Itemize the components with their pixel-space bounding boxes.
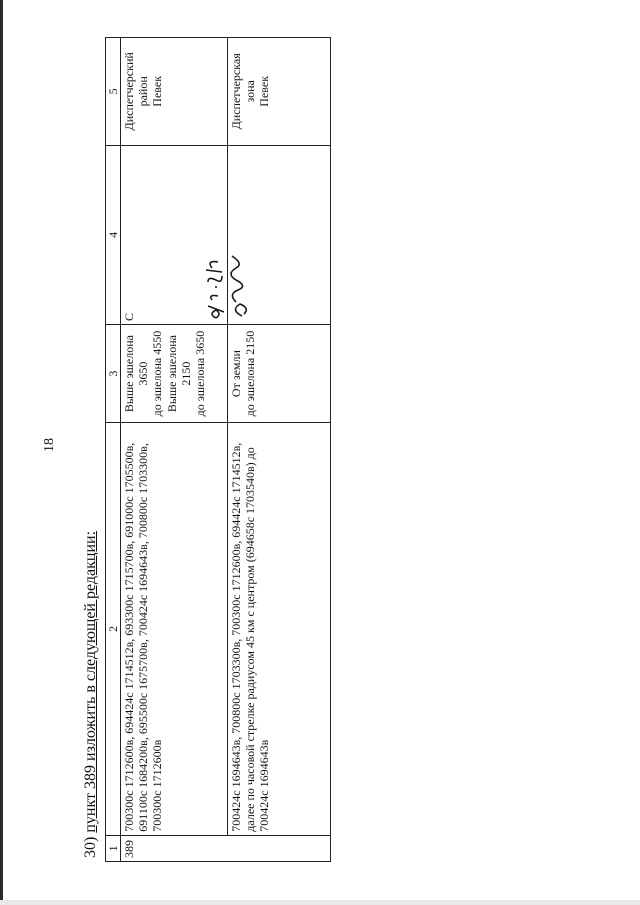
col-header-3: 3 — [106, 325, 121, 423]
table-row — [121, 38, 228, 862]
col-header-1: 1 — [106, 835, 121, 861]
control-unit — [228, 38, 331, 146]
height-line: до эшелона 4550 — [150, 330, 165, 417]
height-line: до эшелона 2150 — [243, 330, 258, 417]
table-header-row — [106, 38, 121, 862]
heading-prefix: 30) — [82, 832, 99, 858]
unit-line: Диспетчерская зона — [229, 53, 258, 130]
height-line: Выше эшелона 3650 — [122, 335, 151, 413]
vertical-limits — [228, 325, 331, 423]
col-header-2: 2 — [106, 423, 121, 836]
col-header-5: 5 — [106, 38, 121, 146]
height-line: От земли — [229, 350, 244, 398]
unit-line: Певек — [257, 75, 272, 107]
control-unit — [121, 38, 228, 146]
airspace-class: С — [121, 145, 228, 324]
rotated-page — [30, 5, 575, 870]
page-number: 18 — [42, 438, 57, 452]
amendment-table — [105, 37, 331, 862]
unit-line: Певек — [150, 75, 165, 107]
boundary-points: 700424с 1694643в, 700800с 1703300в, 700300с 1712600в, 694424с 1714512в, далее по часовой стрелке радиусом 45 км с центром (694658с 1703540в) до 700424с 1694643в — [228, 423, 331, 836]
heading-text: пункт 389 изложить в следующей редакции: — [82, 530, 99, 833]
table-row — [228, 38, 331, 862]
scan-left-edge — [0, 0, 3, 905]
handwritten-signature-icon — [202, 242, 272, 322]
scan-bottom-edge — [0, 900, 640, 905]
boundary-points: 700300с 1712600в, 694424с 1714512в, 693300с 1715700в, 691000с 1705500в, 691100с 1684200в, 695500с 1675700в, 700424с 1694643в, 700800с 1703300в, 700300с 1712600в — [121, 423, 228, 836]
amendment-heading — [82, 531, 100, 858]
unit-line: Диспетчерский район — [122, 52, 151, 131]
vertical-limits — [121, 325, 228, 423]
height-line: Выше эшелона 2150 — [164, 335, 193, 413]
height-line: до эшелона 3650 — [192, 330, 207, 417]
row-number: 389 — [121, 835, 331, 861]
col-header-4: 4 — [106, 145, 121, 324]
